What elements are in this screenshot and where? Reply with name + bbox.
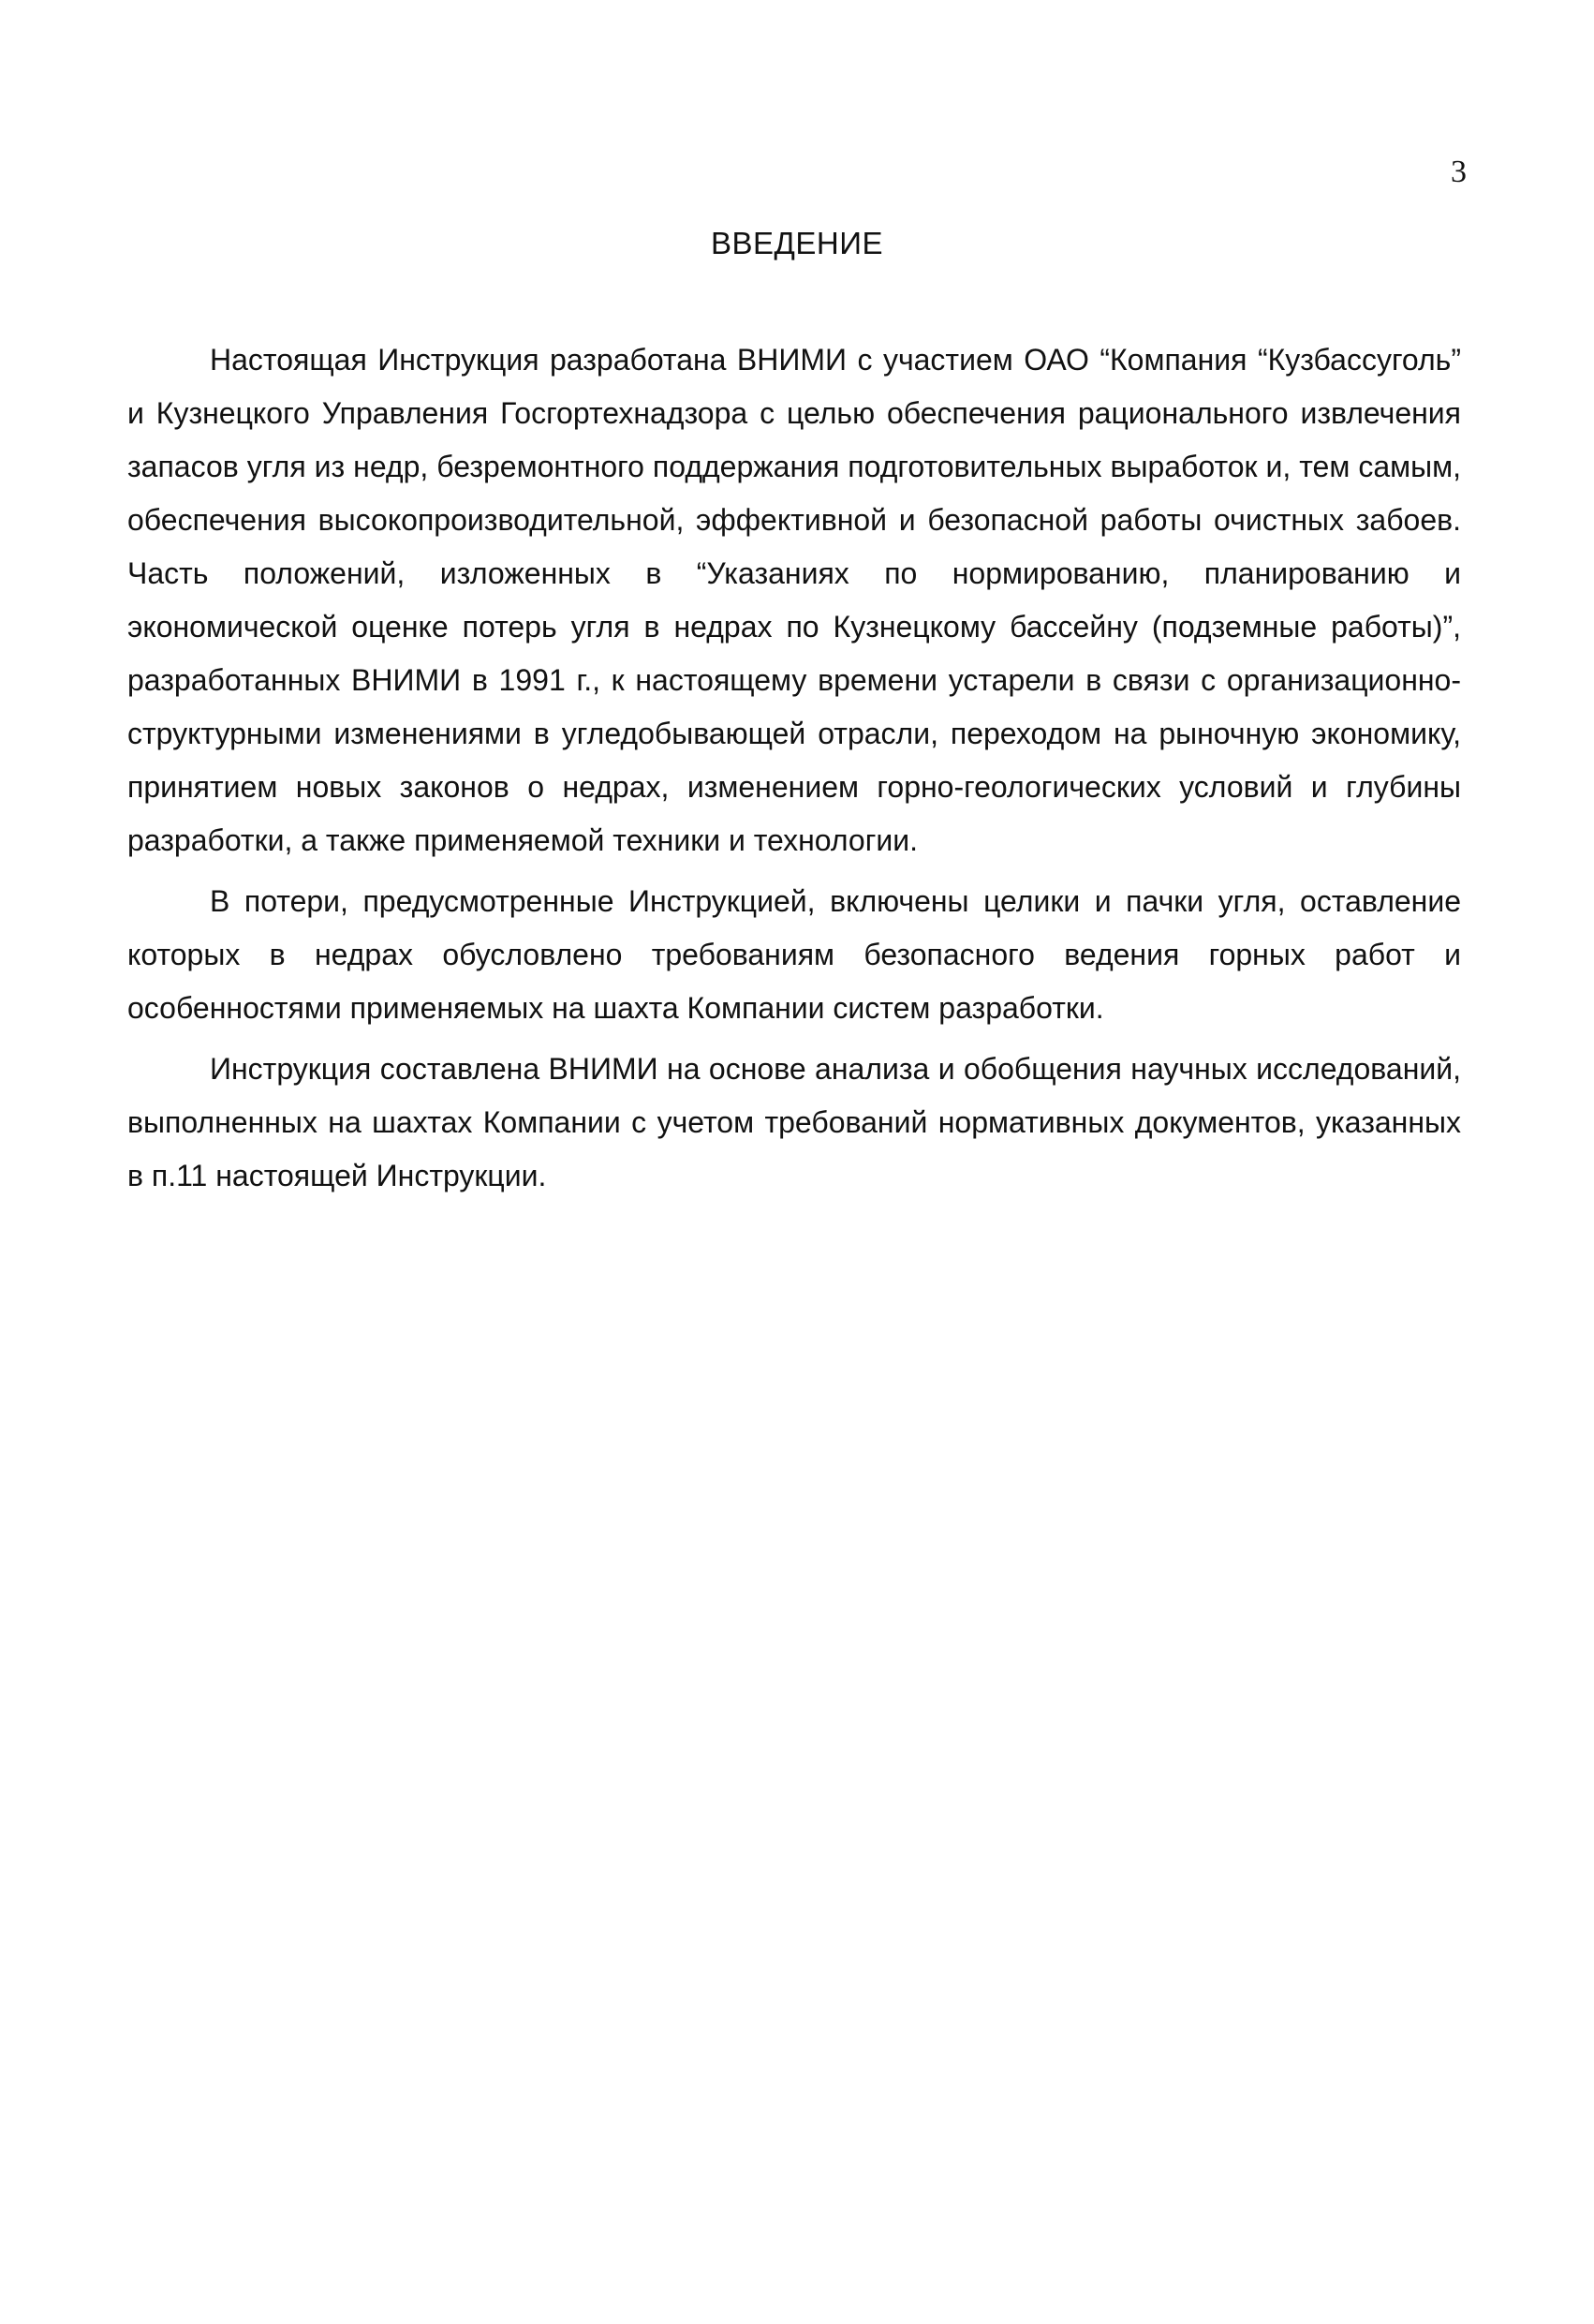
page-title: ВВЕДЕНИЕ [711, 226, 883, 260]
paragraph-3: Инструкция составлена ВНИМИ на основе анализа и обобщения научных исследований, выполненных на шахтах Компании с учетом требований нормативных документов, указанных в п.11 настоящей Инструкции. [127, 1052, 1461, 1192]
paragraph-2: В потери, предусмотренные Инструкцией, включены целики и пачки угля, оставление которых в недрах обусловлено требованиям безопасного ведения горных работ и особенностями применяемых на шахта Компании систем разработки. [127, 884, 1461, 1025]
paragraph-1: Настоящая Инструкция разработана ВНИМИ с участием ОАО “Компания “Кузбассуголь” и Кузнецкого Управления Госгортехнадзора с целью обеспечения рационального извлечения запасов угля из недр, безремонтного поддержания подготовительных выработок и, тем самым, обеспечения высокопроизводительной, эффективной и безопасной работы очистных забоев. Часть положений, изложенных в “Указаниях по нормированию, планированию и экономической оценке потерь угля в недрах по Кузнецкому бассейну (подземные работы)”, разработанных ВНИМИ в 1991 г., к настоящему времени устарели в связи с организационно-структурными изменениями в угледобывающей отрасли, переходом на рыночную экономику, принятием новых законов о недрах, изменением горно-геологических условий и глубины разработки, а также применяемой техники и технологии. [127, 343, 1461, 857]
body-text [127, 333, 1461, 1210]
page-number: 3 [1451, 155, 1467, 189]
